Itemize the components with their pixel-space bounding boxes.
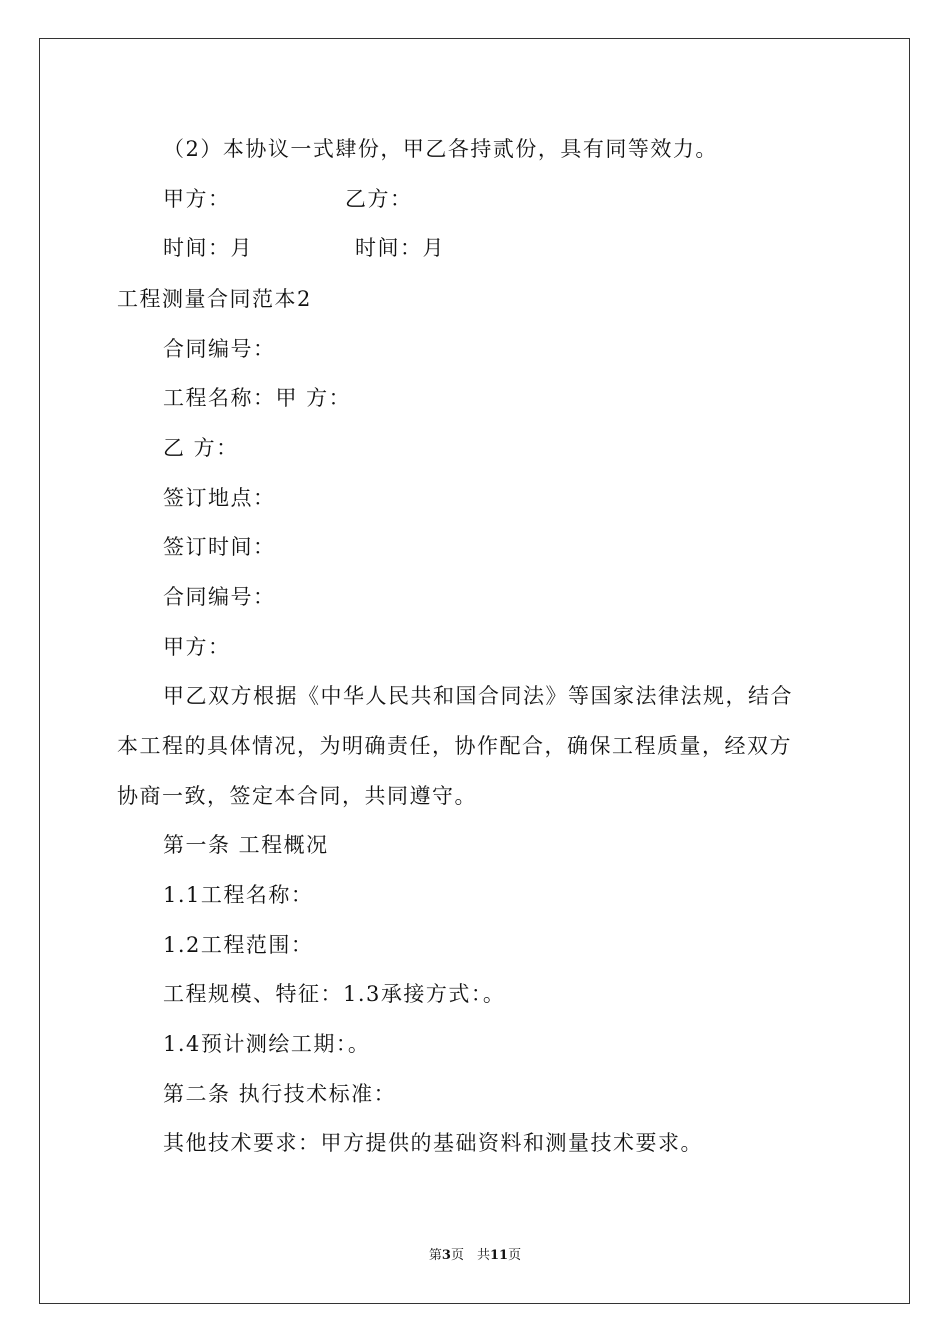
project-name-party-a: 工程名称：甲 方： bbox=[163, 386, 352, 410]
item-scale-1-3: 工程规模、特征：1.3承接方式：。 bbox=[163, 982, 506, 1006]
signing-place: 签订地点： bbox=[163, 486, 276, 510]
preamble-line-1: 甲乙双方根据《中华人民共和国合同法》等国家法律法规，结合 bbox=[163, 684, 793, 708]
item-1-4: 1.4预计测绘工期：。 bbox=[163, 1032, 371, 1056]
party-a-date: 时间：月 bbox=[163, 236, 253, 260]
footer-prefix: 第 bbox=[428, 1248, 442, 1263]
signing-time: 签订时间： bbox=[163, 535, 276, 559]
footer-mid: 页 共 bbox=[450, 1248, 490, 1263]
party-a-label: 甲方： bbox=[163, 187, 231, 211]
contract-number-1: 合同编号： bbox=[163, 337, 276, 361]
item-1-1: 1.1工程名称： bbox=[163, 883, 314, 907]
article-1-title: 第一条 工程概况 bbox=[163, 833, 329, 857]
contract-number-2: 合同编号： bbox=[163, 585, 276, 609]
preamble-line-2: 本工程的具体情况，为明确责任，协作配合，确保工程质量，经双方 bbox=[117, 734, 792, 758]
party-b-date: 时间：月 bbox=[355, 236, 445, 260]
party-b-label: 乙方： bbox=[345, 187, 413, 211]
other-tech-requirements: 其他技术要求：甲方提供的基础资料和测量技术要求。 bbox=[163, 1131, 703, 1155]
page-frame bbox=[39, 38, 910, 1304]
page-footer bbox=[0, 1249, 950, 1262]
article-2-title: 第二条 执行技术标准： bbox=[163, 1082, 397, 1106]
item-1-2: 1.2工程范围： bbox=[163, 933, 314, 957]
footer-page-number: 3 bbox=[441, 1248, 451, 1263]
footer-total-pages: 11 bbox=[489, 1248, 509, 1263]
party-a-2: 甲方： bbox=[163, 635, 231, 659]
preamble-line-3: 协商一致，签定本合同，共同遵守。 bbox=[117, 784, 477, 808]
party-b: 乙 方： bbox=[163, 436, 239, 460]
clause-copies: （2）本协议一式肆份，甲乙各持贰份，具有同等效力。 bbox=[163, 137, 718, 161]
section-title: 工程测量合同范本2 bbox=[117, 287, 312, 311]
footer-suffix: 页 bbox=[508, 1248, 522, 1263]
